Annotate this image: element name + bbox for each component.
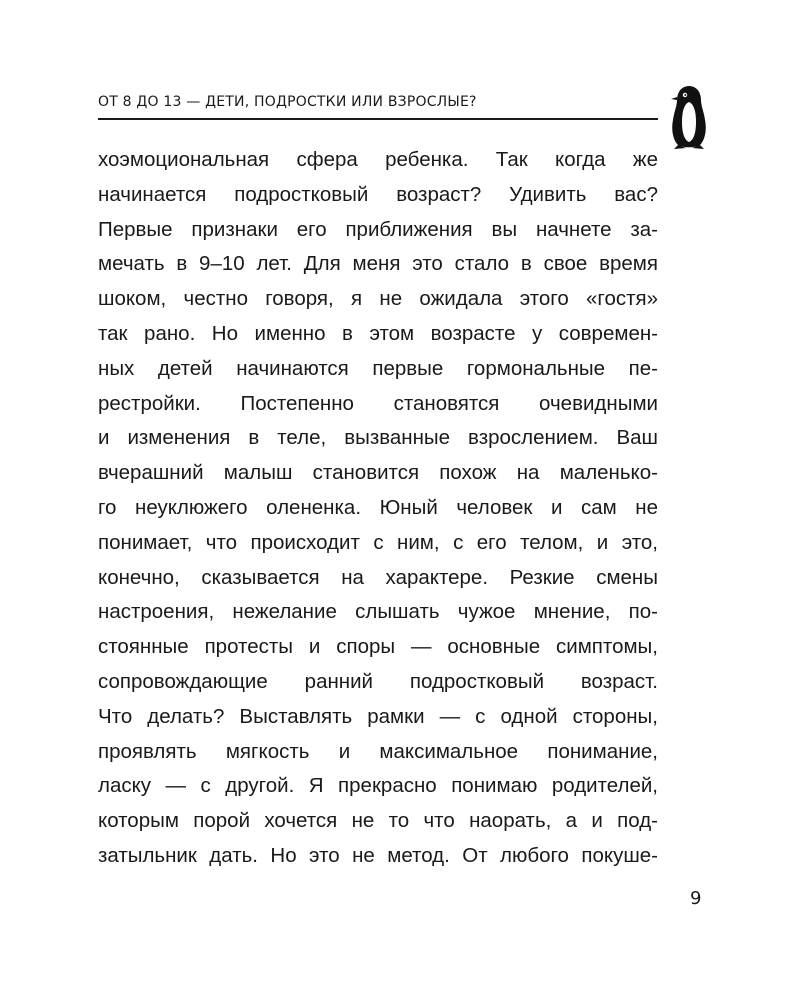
text-line: мечать в 9–10 лет. Для меня это стало в свое время [98,252,658,276]
text-line: ных детей начинаются первые гормональные пе- [98,356,658,380]
text-line: и изменения в теле, вызванные взрослением. Ваш [98,426,658,450]
page-number: 9 [690,888,702,909]
text-line: стоянные протесты и споры — основные симптомы, [98,635,658,659]
penguin-icon [668,84,710,150]
text-line: настроения, нежелание слышать чужое мнение, по- [98,600,658,624]
text-line: проявлять мягкость и максимальное понимание, [98,739,658,763]
text-line: хоэмоциональная сфера ребенка. Так когда же [98,148,658,171]
text-line: сопровождающие ранний подростковый возраст. [98,669,658,693]
text-line: го неуклюжего олененка. Юный человек и сам не [98,495,658,519]
body-paragraph [98,143,658,874]
text-line: понимает, что происходит с ним, с его телом, и это, [98,530,658,554]
text-line: вчерашний малыш становится похож на маленько- [98,461,658,485]
text-line: начинается подростковый возраст? Удивить вас? [98,182,658,206]
header-rule [98,118,658,120]
text-line: затыльник дать. Но это не метод. От любого покуше- [98,843,658,867]
running-head-title: ОТ 8 ДО 13 — ДЕТИ, ПОДРОСТКИ ИЛИ ВЗРОСЛЫЕ? [98,94,477,110]
text-line: конечно, сказывается на характере. Резкие смены [98,565,658,589]
text-line: ласку — с другой. Я прекрасно понимаю родителей, [98,774,658,798]
text-line: рестройки. Постепенно становятся очевидными [98,391,658,415]
text-line: Что делать? Выставлять рамки — с одной стороны, [98,704,658,728]
text-line: так рано. Но именно в этом возрасте у современ- [98,321,658,345]
text-line: Первые признаки его приближения вы начнете за- [98,217,658,241]
text-line: которым порой хочется не то что наорать, а и под- [98,809,658,833]
text-line: шоком, честно говоря, я не ожидала этого «гостя» [98,287,658,311]
